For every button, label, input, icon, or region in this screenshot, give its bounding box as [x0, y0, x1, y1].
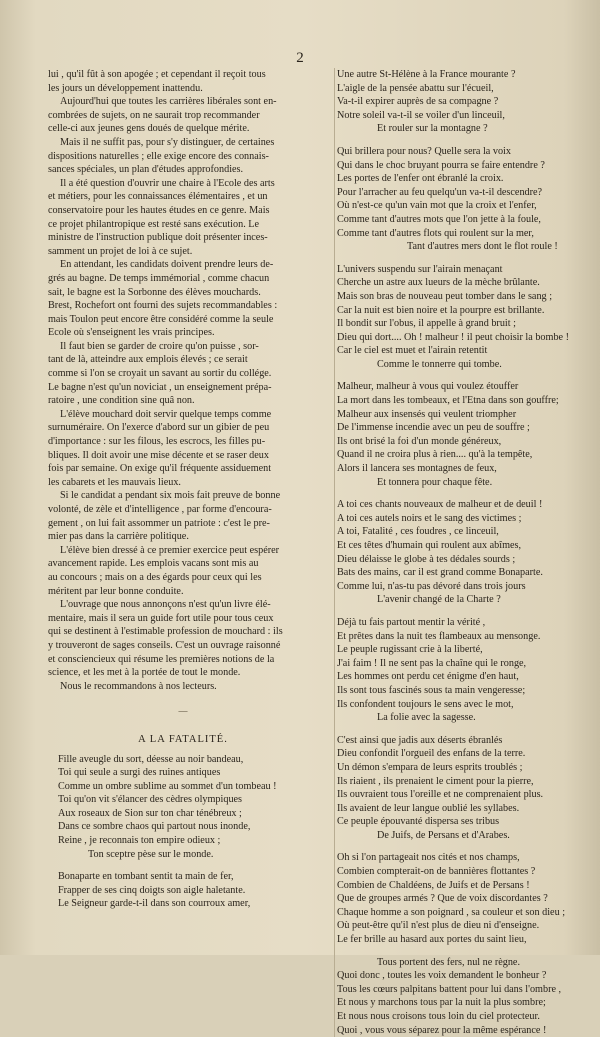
- poem-verse: Ils ont brisé la foi d'un monde généreux,: [337, 435, 502, 447]
- poem-verse: Chaque homme a son poignard , sa couleur et son dieu ;: [337, 906, 566, 918]
- text-line: les jours un développement inattendu.: [48, 82, 203, 94]
- poem-verse: Bonaparte en tombant sentit ta main de fer,: [58, 871, 234, 883]
- article-paragraph: [48, 340, 318, 408]
- poem-stanza: [337, 498, 599, 607]
- poem-verse: Une autre St-Hélène à la France mourante ?: [337, 69, 516, 80]
- text-line: méritent par leur bonne conduite.: [48, 585, 184, 597]
- poem-verse: Ils riaient , ils prenaient le ciment pour la pierre,: [337, 775, 534, 787]
- text-line: avancement rapide. Les emplois vacans sont mis au: [48, 558, 259, 570]
- poem-verse: Reine , je reconnais ton empire odieux ;: [58, 835, 221, 847]
- poem-verse: Tous les cœurs palpitans battent pour lui dans l'ombre ,: [337, 983, 562, 995]
- poem-stanza: [48, 870, 318, 911]
- text-line: Brest, Rochefort ont fourni des sujets recommandables :: [48, 300, 278, 312]
- poem-verse: L'avenir changé de la Charte ?: [377, 594, 501, 606]
- poem-verse: Les portes de l'enfer ont ébranlé la croix.: [337, 173, 504, 185]
- poem-verse: Dieu confondit l'orgueil des enfans de la terre.: [337, 748, 526, 760]
- article-paragraph: [48, 68, 318, 95]
- poem-verse: C'est ainsi que jadis aux déserts ébranlés: [337, 734, 503, 746]
- poem-verse: Quoi donc , toutes les voix demandent le bonheur ?: [337, 970, 547, 982]
- poem-verse: Dans ce sombre chaos qui partout nous inonde,: [58, 821, 251, 833]
- poem-verse: Ils ouvraient tous l'oreille et ne comprenaient plus.: [337, 789, 544, 801]
- text-line: Si le candidat a pendant six mois fait preuve de bonne: [60, 490, 281, 502]
- poem-verse: Et nous nous croisons tous loin du ciel protecteur.: [337, 1011, 540, 1022]
- poem-stanza: [337, 851, 599, 946]
- article-paragraph: [48, 680, 318, 694]
- text-line: ratoire , une condition sine quâ non.: [48, 395, 195, 407]
- text-line: Il faut bien se garder de croire qu'on puisse , sor-: [60, 340, 259, 352]
- article-paragraph: [48, 177, 318, 259]
- poem-stanza: [48, 753, 318, 862]
- text-line: L'ouvrage que nous annonçons n'est qu'un livre élé-: [60, 599, 271, 611]
- poem-verse: Et nous y marchons tous par la nuit la plus sombre;: [337, 997, 546, 1009]
- poem-stanza: [337, 145, 599, 254]
- article-paragraph: [48, 408, 318, 490]
- poem-verse: Ils sont tous fascinés sous ta main vengeresse;: [337, 684, 526, 696]
- poem-title: A LA FATALITÉ.: [138, 733, 228, 745]
- poem-verse: A toi ces autels noirs et le sang des victimes ;: [337, 512, 522, 524]
- poem-verse: Et rouler sur la montagne ?: [377, 123, 488, 135]
- text-line: celle-ci aux jeunes gens doués de quelque mérite.: [48, 123, 250, 135]
- poem-verse: Ils confondent toujours le sens avec le mot,: [337, 698, 514, 710]
- poem-verse: Comme le tonnerre qui tombe.: [377, 358, 502, 370]
- text-line: mentaire, mais il sera un guide fort utile pour tous ceux: [48, 612, 274, 624]
- text-line: d'importance : sur les filous, les escrocs, les filles pu-: [48, 436, 266, 448]
- text-line: En attendant, les candidats doivent prendre leurs de-: [60, 259, 274, 271]
- text-line: science, et les met à la portée de tout le monde.: [48, 667, 241, 679]
- poem-verse: Et prêtes dans la nuit tes flambeaux au mensonge.: [337, 630, 541, 642]
- article-paragraph: [48, 95, 318, 136]
- poem-verse: A toi ces chants nouveaux de malheur et de deuil !: [337, 499, 543, 511]
- poem-verse: Alors il lancera ses montagnes de feux,: [337, 463, 497, 475]
- text-line: Aujourd'hui que toutes les carrières libérales sont en-: [60, 96, 277, 108]
- article-paragraph: [48, 258, 318, 340]
- text-line: mier pas dans la carrière politique.: [48, 531, 189, 543]
- poem-verse: A toi, Fatalité , ces foudres , ce linceuil,: [337, 526, 499, 538]
- text-line: Mais il ne suffit pas, pour s'y distinguer, de certaines: [60, 136, 275, 148]
- stanza-gap: [337, 607, 599, 616]
- text-line: mais Toulon peut encore être considéré comme la seule: [48, 313, 274, 325]
- text-line: gement , on lui fait assommer un patriote : c'est le pre-: [48, 517, 270, 529]
- left-column: [48, 68, 318, 911]
- poem-verse: Le Seigneur garde-t-il dans son courroux amer,: [58, 898, 251, 910]
- poem-verse: Et ces têtes d'humain qui roulent aux abîmes,: [337, 540, 522, 551]
- poem-verse: J'ai faim ! Il ne sent pas la chaîne qui le ronge,: [337, 657, 527, 669]
- poem-verse: La mort dans les tombeaux, et l'Etna dans son gouffre;: [337, 395, 559, 407]
- text-line: sait, le bagne est la Sorbonne des élèves mouchards.: [48, 286, 261, 298]
- poem-verse: Combien compterait-on de bannières flottantes ?: [337, 866, 536, 878]
- poem-verse: Les hommes ont perdu cet énigme d'en haut,: [337, 671, 519, 683]
- text-line: Ecole où s'enseignent les vrais principes.: [48, 327, 215, 339]
- text-line: au concours ; mais on a des égards pour ceux qui les: [48, 571, 262, 583]
- poem-verse: Déjà tu fais partout mentir la vérité ,: [337, 616, 486, 628]
- poem-verse: De l'immense incendie avec un peu de souffre ;: [337, 422, 530, 434]
- text-line: sances spéciales, un plan d'études approfondies.: [48, 164, 244, 176]
- text-line: comme si l'on se croyait un savant au sortir du collége.: [48, 368, 272, 380]
- text-line: et consciencieux qui résume les premières notions de la: [48, 653, 275, 665]
- poem-verse: Qui brillera pour nous? Quelle sera la voix: [337, 145, 511, 157]
- text-line: L'élève mouchard doit servir quelque temps comme: [60, 408, 272, 420]
- stanza-gap: [337, 489, 599, 498]
- right-column: [334, 68, 599, 1037]
- text-line: samment un projet de loi à ce sujet.: [48, 245, 193, 257]
- page-number: 2: [296, 50, 304, 66]
- poem-stanza: [337, 734, 599, 843]
- poem-verse: Quoi , vous vous séparez pour la même espérance !: [337, 1024, 547, 1036]
- article-paragraph: [48, 489, 318, 543]
- poem-verse: Tous portent des fers, nul ne règne.: [377, 956, 521, 968]
- poem-verse: Où n'est-ce qu'un vain mot que la croix et l'enfer,: [337, 200, 537, 212]
- poem-verse: Le fer brille au hasard aux portes du saint lieu,: [337, 934, 527, 946]
- stanza-gap: [337, 136, 599, 145]
- poem-verse: Dieu qui dort.... Oh ! malheur ! il peut choisir la bombe !: [337, 331, 569, 343]
- article-paragraph: [48, 598, 318, 680]
- poem-stanza: [337, 68, 599, 136]
- poem-verse: L'aigle de la pensée abattu sur l'écueil,: [337, 82, 494, 94]
- stanza-gap: [337, 725, 599, 734]
- text-line: et métiers, pour les connaissances élémentaires , et un: [48, 191, 268, 203]
- text-line: lui , qu'il fût à son apogée ; et cependant il reçoit tous: [48, 69, 266, 80]
- text-line: grés au bagne. De temps immémorial , comme chacun: [48, 272, 270, 284]
- poem-verse: Toi qu'on vit s'élancer des cèdres olympiques: [58, 794, 243, 806]
- poem-verse: Pour l'arracher au feu quelqu'un va-t-il descendre?: [337, 186, 543, 198]
- text-line: bliques. Il doit avoir une mise décente et se raser deux: [48, 449, 269, 461]
- poem-verse: Le peuple rugissant crie à la liberté,: [337, 644, 483, 656]
- text-line: tant de là, atteindre aux emplois élevés ; ce serait: [48, 354, 248, 366]
- poem-verse: Notre soleil va-t-il se voiler d'un linceuil,: [337, 109, 505, 121]
- poem-verse: Comme tant d'autres mots que l'on jette à la foule,: [337, 213, 541, 225]
- poem-verse: Et tonnera pour chaque fête.: [377, 476, 493, 488]
- poem-verse: Tant d'autres mers dont le flot roule !: [407, 241, 558, 253]
- text-line: Le bagne n'est qu'un noviciat , un enseignement prépa-: [48, 381, 272, 393]
- poem-verse: Fille aveugle du sort, déesse au noir bandeau,: [58, 753, 244, 765]
- poem-verse: La folie avec la sagesse.: [377, 712, 476, 724]
- poem-verse: Qui dans le choc bruyant pourra se faire entendre ?: [337, 159, 545, 171]
- poem-verse: Il bondit sur l'obus, il appelle à grand bruit ;: [337, 318, 516, 330]
- text-line: surnuméraire. On l'exerce d'abord sur un gibier de peu: [48, 422, 270, 434]
- stanza-gap: [337, 842, 599, 851]
- text-line: ministre de l'instruction publique doit présenter inces-: [48, 232, 268, 244]
- stanza-gap: [337, 947, 599, 956]
- poem-verse: Que de groupes armés ? Que de voix discordantes ?: [337, 893, 548, 905]
- poem-verse: Ce peuple épouvanté dispersa ses tribus: [337, 816, 500, 828]
- poem-verse: Comme lui, n'as-tu pas dévoré dans trois jours: [337, 580, 526, 592]
- poem-verse: Bats des mains, car il est grand comme Bonaparte.: [337, 567, 543, 579]
- poem-verse: Où peut-être qu'il n'est plus de dieu ni d'enseigne.: [337, 920, 540, 932]
- poem-verse: Va-t-il expirer auprès de sa compagne ?: [337, 96, 499, 108]
- text-line: combrées de sujets, on ne saurait trop recommander: [48, 109, 260, 121]
- text-line: qui se destinent à l'estimable profession de mouchard : ils: [48, 626, 283, 638]
- article-paragraph: [48, 136, 318, 177]
- text-line: fois par semaine. On exige qu'il fréquente assiduement: [48, 463, 272, 475]
- poem-verse: Mais son bras de nouveau peut tomber dans le sang ;: [337, 290, 553, 302]
- text-line: conservatoire pour les hautes études en ce genre. Mais: [48, 204, 270, 216]
- poem-verse: Aux roseaux de Sion sur ton char ténébreux ;: [58, 807, 242, 819]
- poem-verse: Comme un ombre sublime au sommet d'un tombeau !: [58, 780, 277, 792]
- text-line: volonté, de zèle et d'intelligence , par forme d'encoura-: [48, 504, 272, 515]
- poem-verse: L'univers suspendu sur l'airain menaçant: [337, 263, 503, 275]
- poem-verse: Cherche un astre aux lueurs de la mèche brûlante.: [337, 277, 540, 289]
- poem-verse: Car le ciel est muet et l'airain retentit: [337, 345, 488, 357]
- poem-verse: Malheur aux insensés qui veulent triompher: [337, 408, 517, 420]
- poem-verse: Malheur, malheur à vous qui voulez étouffer: [337, 381, 519, 393]
- poem-verse: Dieu délaisse le globe à tes dédales sourds ;: [337, 553, 516, 565]
- poem-verse: Frapper de ses cinq doigts son aigle haletante.: [58, 884, 246, 896]
- text-line: y trouveront de sages conseils. C'est un ouvrage raisonné: [48, 639, 281, 651]
- poem-verse: Comme tant d'autres flots qui roulent sur la mer,: [337, 227, 534, 239]
- stanza-gap: [337, 371, 599, 380]
- poem-verse: Toi qui seule a surgi des ruines antiques: [58, 767, 221, 779]
- article-paragraph: [48, 544, 318, 598]
- poem-verse: De Juifs, de Persans et d'Arabes.: [377, 829, 510, 841]
- poem-verse: Quand il ne croira plus à rien.... qu'à la tempête,: [337, 449, 533, 461]
- text-line: ce projet philantropique est resté sans exécution. Le: [48, 218, 260, 230]
- poem-stanza: [337, 616, 599, 725]
- poem-stanza: [337, 956, 599, 1037]
- stanza-gap: [48, 861, 318, 870]
- poem-verse: Oh si l'on partageait nos cités et nos champs,: [337, 852, 520, 864]
- poem-stanza: [337, 380, 599, 489]
- poem-verse: Un démon s'empara de leurs esprits troublés ;: [337, 761, 523, 773]
- poem-verse: Ton sceptre pèse sur le monde.: [88, 848, 214, 860]
- text-line: L'élève bien dressé à ce premier exercice peut espérer: [60, 544, 280, 556]
- poem-verse: Ils avaient de leur langue oublié les syllabes.: [337, 802, 520, 814]
- text-line: dispositions naturelles ; elle exige encore des connais-: [48, 150, 269, 162]
- text-line: les cabarets et les mauvais lieux.: [48, 476, 181, 488]
- stanza-gap: [337, 254, 599, 263]
- poem-verse: Car la nuit est bien noire et la pourpre est brillante.: [337, 304, 545, 316]
- poem-stanza: [337, 263, 599, 372]
- text-line: Il a été question d'ouvrir une chaire à l'Ecole des arts: [60, 177, 275, 189]
- text-line: Nous le recommandons à nos lecteurs.: [60, 680, 217, 692]
- poem-verse: Combien de Chaldéens, de Juifs et de Persans !: [337, 879, 530, 891]
- section-divider: —: [178, 706, 188, 717]
